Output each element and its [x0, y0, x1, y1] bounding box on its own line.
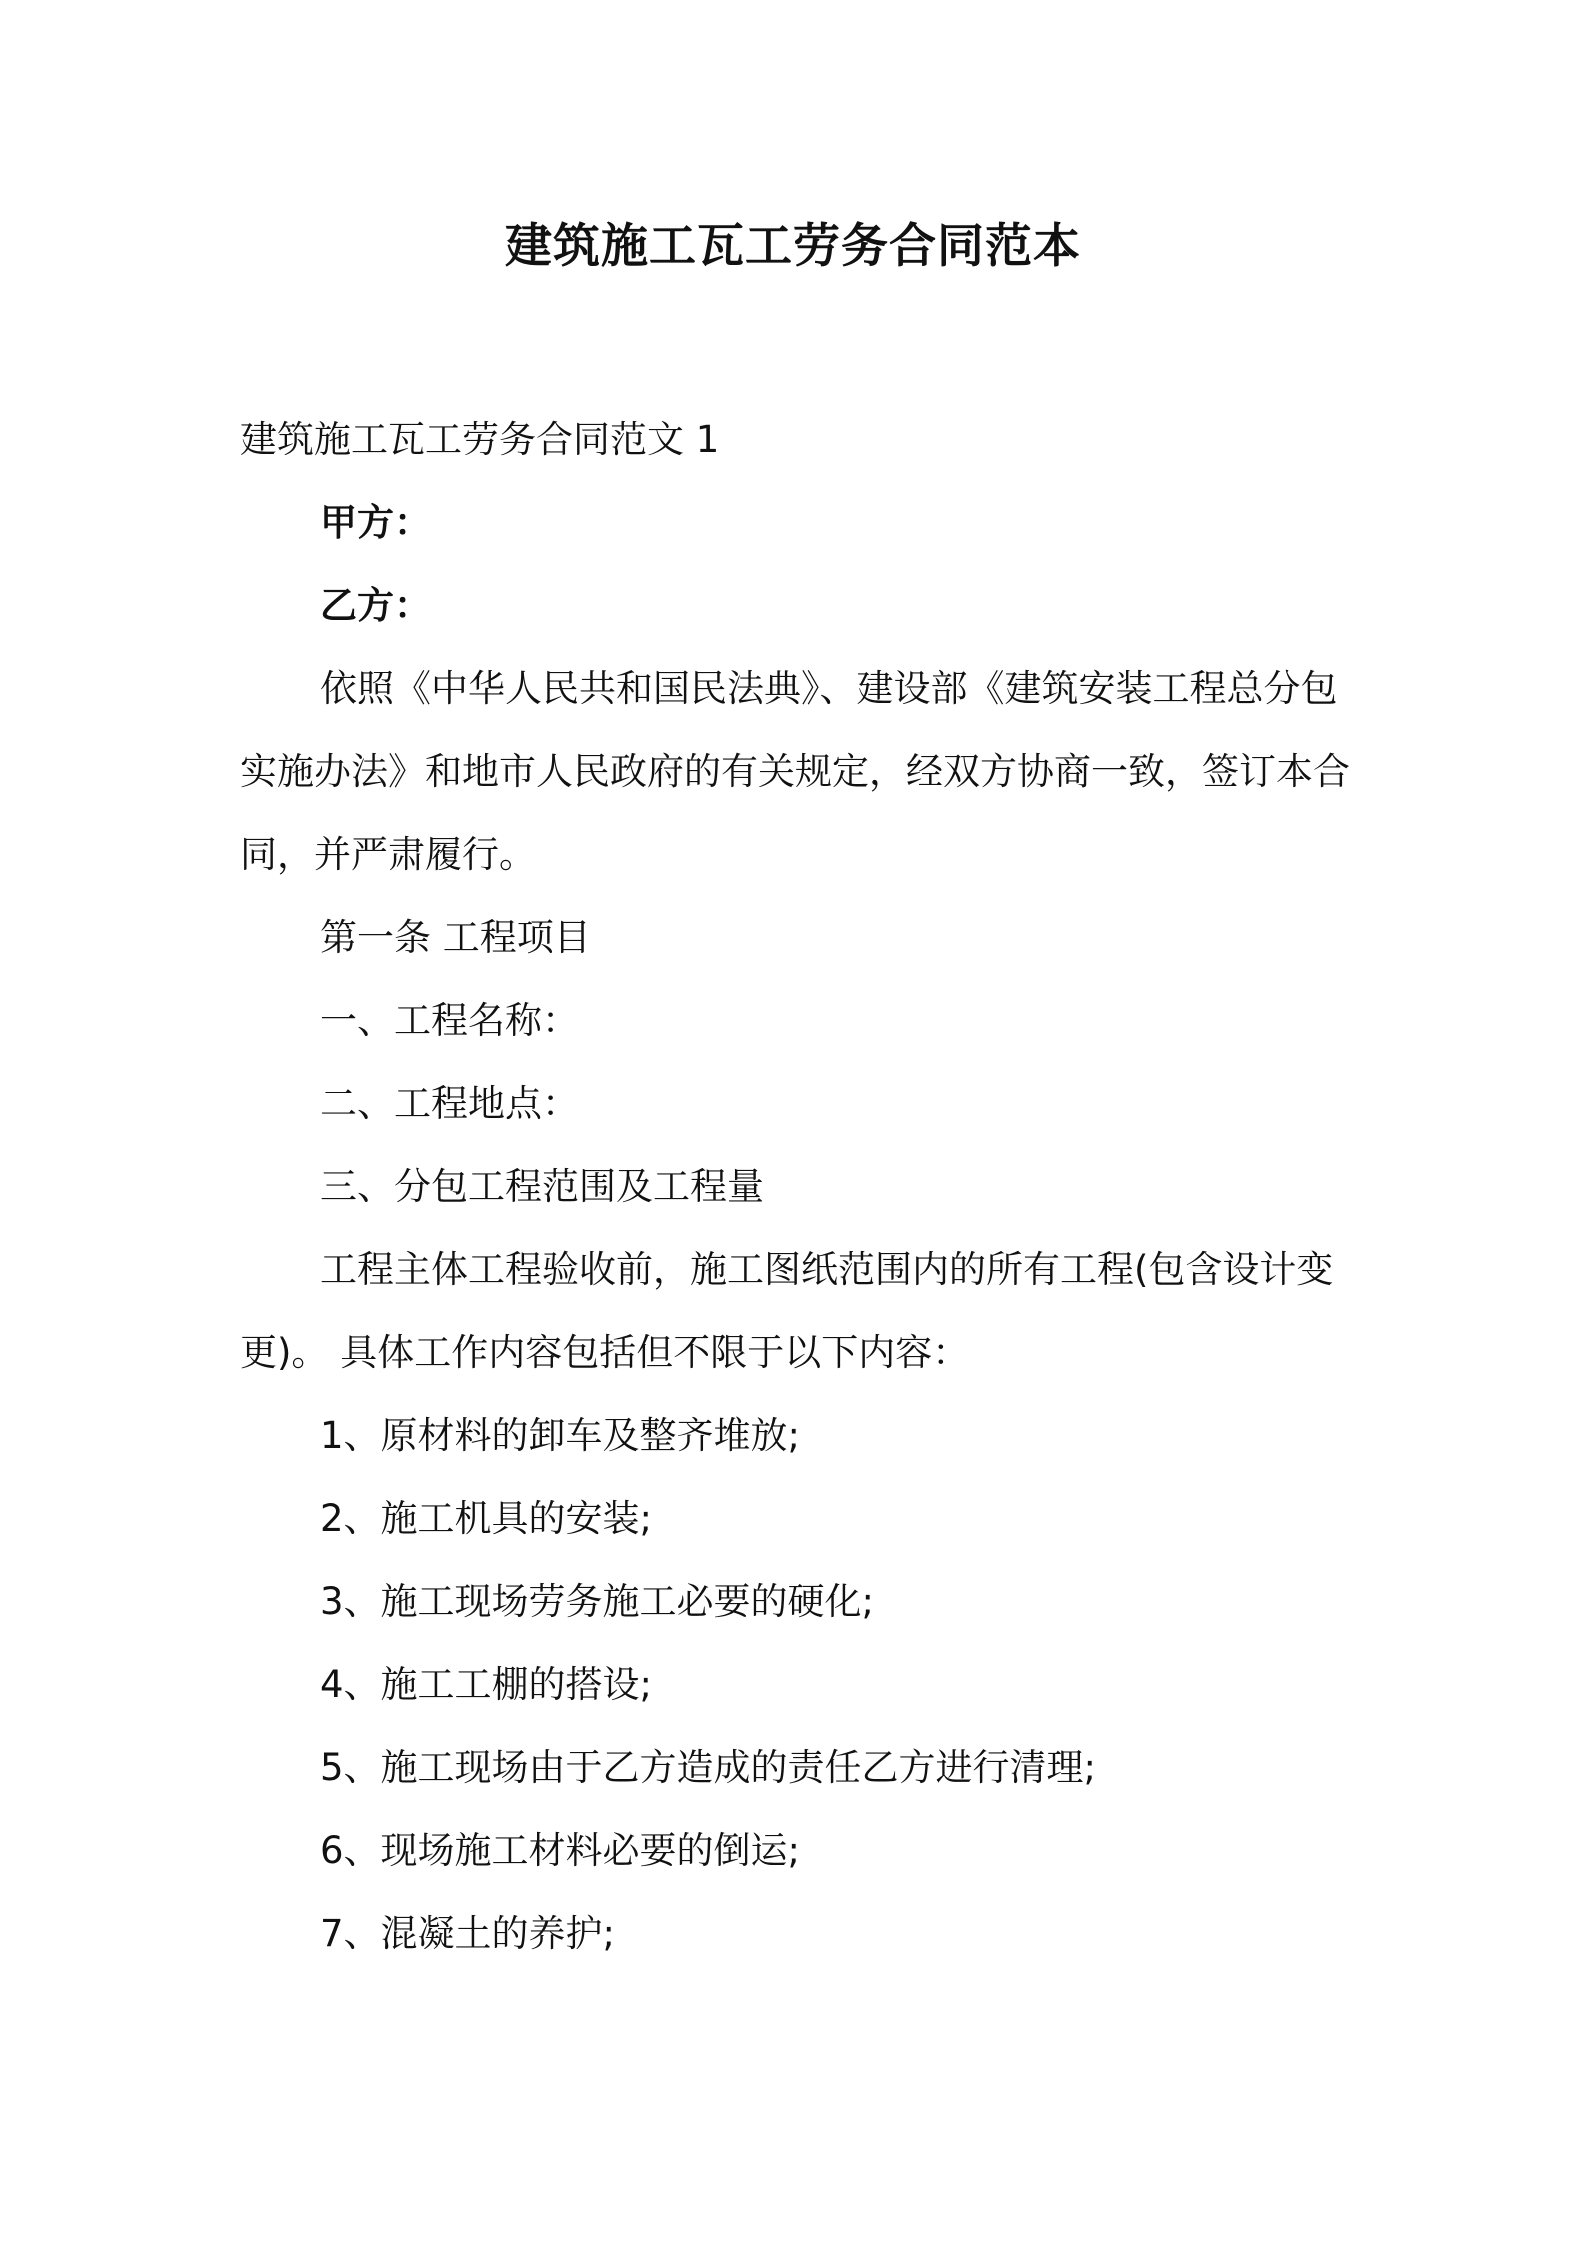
work-item: 6、现场施工材料必要的倒运; — [320, 1829, 801, 1872]
article-heading: 第一条 工程项目 — [320, 916, 591, 959]
work-item: 7、混凝土的养护; — [320, 1912, 616, 1955]
work-item: 2、施工机具的安装; — [320, 1497, 653, 1540]
contract-subtitle: 建筑施工瓦工劳务合同范文 1 — [240, 418, 720, 461]
project-location-item: 二、工程地点： — [320, 1082, 579, 1125]
party-a-label: 甲方： — [320, 501, 431, 544]
work-item: 4、施工工棚的搭设; — [320, 1663, 653, 1706]
document-body — [240, 398, 1360, 1975]
scope-paragraph: 工程主体工程验收前，施工图纸范围内的所有工程(包含设计变更)。 具体工作内容包括但不限于以下内容： — [240, 1248, 1334, 1374]
project-name-item: 一、工程名称： — [320, 999, 579, 1042]
preamble-paragraph: 依照《中华人民共和国民法典》、建设部《建筑安装工程总分包实施办法》和地市人民政府的有关规定，经双方协商一致，签订本合同，并严肃履行。 — [240, 667, 1350, 876]
work-item: 3、施工现场劳务施工必要的硬化; — [320, 1580, 875, 1623]
project-scope-item: 三、分包工程范围及工程量 — [320, 1165, 764, 1208]
party-b-label: 乙方： — [320, 584, 431, 627]
work-item: 1、原材料的卸车及整齐堆放; — [320, 1414, 801, 1457]
work-item: 5、施工现场由于乙方造成的责任乙方进行清理; — [320, 1746, 1097, 1789]
document-title: 建筑施工瓦工劳务合同范本 — [505, 219, 1081, 274]
